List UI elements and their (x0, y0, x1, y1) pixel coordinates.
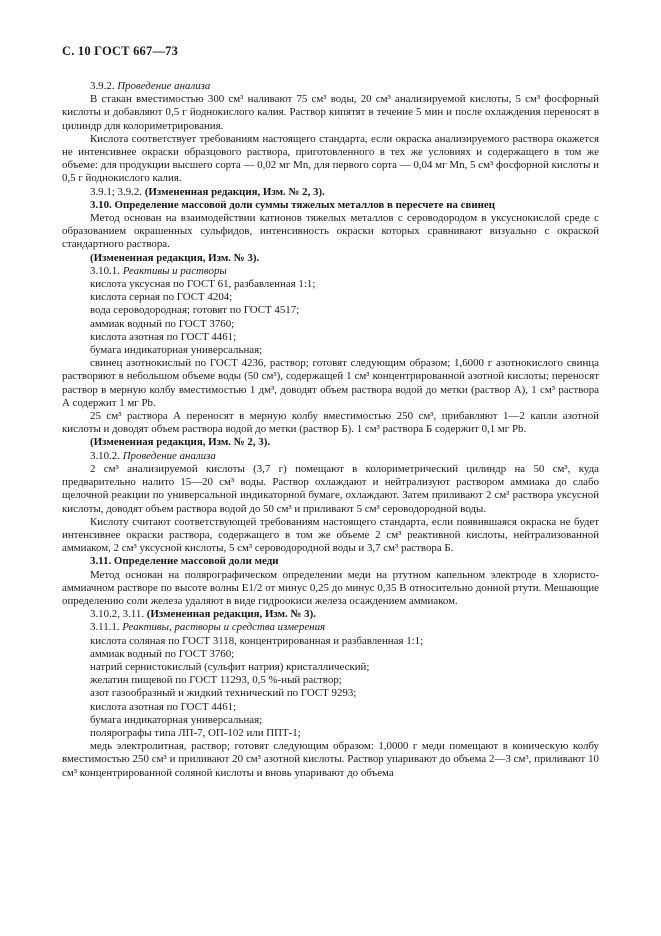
subsection-number: 3.10.1. (90, 264, 120, 277)
paragraph: Кислоту считают соответствующей требованиям настоящего стандарта, если появившаяся окраска не будет интенсивнее окраски раствора, содержащего в том же объеме 2 см³ реактивной кислоты, нейтрализованной аммиаком, 2 см³ уксусной кислоты, 5 см³ сероводородной воды и 3,7 см³ раствора Б. (62, 515, 599, 555)
edition-note: (Измененная редакция, Изм. № 3). (90, 251, 260, 264)
reagent-item: кислота соляная по ГОСТ 3118, концентрированная и разбавленная 1:1; (90, 634, 424, 647)
reagent-item: кислота серная по ГОСТ 4204; (90, 291, 233, 304)
subsection-title: Реактивы, растворы и средства измерения (122, 621, 326, 634)
paragraph: свинец азотнокислый по ГОСТ 4236, раствор; готовят следующим образом; 1,6000 г азотнокислого свинца растворяют в небольшом объеме воды (50 см³), содержащей 1 см³ концентрированной азотной кислоты; переносят раствор в мерную колбу вместимостью 1 дм³, доводят объем раствора водой до метки (раствор А), 1 см³ раствора А содержит 1 мг Pb. (62, 357, 599, 409)
edition-note: (Измененная редакция, Изм. № 2, 3). (90, 436, 271, 449)
reagent-item: полярографы типа ЛП-7, ОП-102 или ППТ-1; (90, 726, 301, 739)
reagent-item: желатин пищевой по ГОСТ 11293, 0,5 %-ный раствор; (90, 674, 342, 687)
section-heading: 3.11. Определение массовой доли меди (90, 555, 279, 568)
page-header: С. 10 ГОСТ 667—73 (62, 44, 179, 58)
section-heading: 3.10. Определение массовой доли суммы тяжелых металлов в пересчете на свинец (90, 198, 496, 211)
edition-note (90, 608, 599, 621)
subsection-heading (90, 80, 599, 93)
reagent-item: бумага индикаторная универсальная; (90, 713, 263, 726)
paragraph: Метод основан на полярографическом определении меди на ртутном капельном электроде в хлористо-аммиачном растворе по высоте волны E1/2 от минус 0,25 до минус 0,35 В относительно донной ртути. Мешающие определению соли железа удаляют в виде гидроокиси железа осаждением аммиаком. (62, 568, 599, 607)
subsection-number: 3.10.2. (90, 449, 120, 462)
reagent-item: аммиак водный по ГОСТ 3760; (90, 647, 235, 660)
reagent-item: кислота азотная по ГОСТ 4461; (90, 700, 237, 713)
reagent-item: кислота азотная по ГОСТ 4461; (90, 330, 237, 343)
reagent-item: натрий сернистокислый (сульфит натрия) кристаллический; (90, 660, 370, 673)
edition-numbers: 3.10.2, 3.11. (90, 608, 145, 621)
paragraph: В стакан вместимостью 300 см³ наливают 75 см³ воды, 20 см³ анализируемой кислоты, 5 см³ фосфорный кислоты и добавляют 0,5 г йоднокислого калия. Раствор кипятят в течение 5 мин и после охлаждения переносят в цилиндр для колориметрирования. (62, 93, 599, 132)
subsection-title: Реактивы и растворы (122, 264, 227, 277)
subsection-heading (90, 265, 599, 278)
reagent-item: кислота уксусная по ГОСТ 61, разбавленная 1:1; (90, 278, 316, 291)
paragraph: Метод основан на взаимодействии катионов тяжелых металлов с сероводородом в уксуснокислой среде с образованием окрашенных сульфидов, интенсивность окраски которых сравнивают визуально с окраской стандартного раствора. (62, 212, 599, 251)
reagent-item: аммиак водный по ГОСТ 3760; (90, 317, 235, 330)
edition-note (90, 186, 599, 199)
reagent-item: вода сероводородная; готовят по ГОСТ 4517; (90, 304, 300, 317)
subsection-heading (90, 621, 599, 634)
subsection-heading (90, 450, 599, 463)
document-body (62, 80, 599, 780)
paragraph: медь электролитная, раствор; готовят следующим образом: 1,0000 г меди помещают в коническую колбу вместимостью 250 см³ и приливают 20 см³ азотной кислоты. Раствор упаривают до объема 2—3 см³, приливают 10 см³ концентрированной соляной кислоты и вновь упаривают до объема (62, 740, 599, 779)
subsection-title: Проведение анализа (117, 80, 211, 92)
subsection-title: Проведение анализа (122, 449, 216, 462)
edition-numbers: 3.9.1; 3.9.2. (90, 185, 143, 198)
subsection-number: 3.11.1. (90, 621, 120, 634)
paragraph: 25 см³ раствора А переносят в мерную колбу вместимостью 250 см³, прибавляют 1—2 капли азотной кислоты и доводят объем раствора водой до метки (раствор Б). 1 см³ раствора Б содержит 0,1 мг Pb. (62, 410, 599, 436)
reagent-item: бумага индикаторная универсальная; (90, 344, 263, 357)
subsection-number: 3.9.2. (90, 80, 115, 92)
paragraph: Кислота соответствует требованиям настоящего стандарта, если окраска анализируемого раствора окажется не интенсивнее окраски образцового раствора, приготовленного в тех же условиях и содержащего в том же объеме: для продукции высшего сорта — 0,02 мг Mn, для первого сорта — 0,04 мг Mn, 5 см³ фосфорной кислоты и 0,5 г йоднокислого калия. (62, 132, 599, 185)
reagent-item: азот газообразный и жидкий технический по ГОСТ 9293; (90, 687, 357, 700)
edition-text: (Измененная редакция, Изм. № 2, 3). (144, 185, 325, 198)
paragraph: 2 см³ анализируемой кислоты (3,7 г) помещают в колориметрический цилиндр на 50 см³, куда предварительно налито 15—20 см³ воды. Раствор охлаждают и нейтрализуют раствором аммиака до слабо щелочной реакции по универсальной индикаторной бумаге, охлаждают. Затем приливают 2 см³ раствора уксусной кислоты, доводят объем раствора водой до 50 см³ и приливают 5 см³ сероводородной воды. (62, 462, 599, 515)
edition-text: (Измененная редакция, Изм. № 3). (146, 608, 316, 621)
